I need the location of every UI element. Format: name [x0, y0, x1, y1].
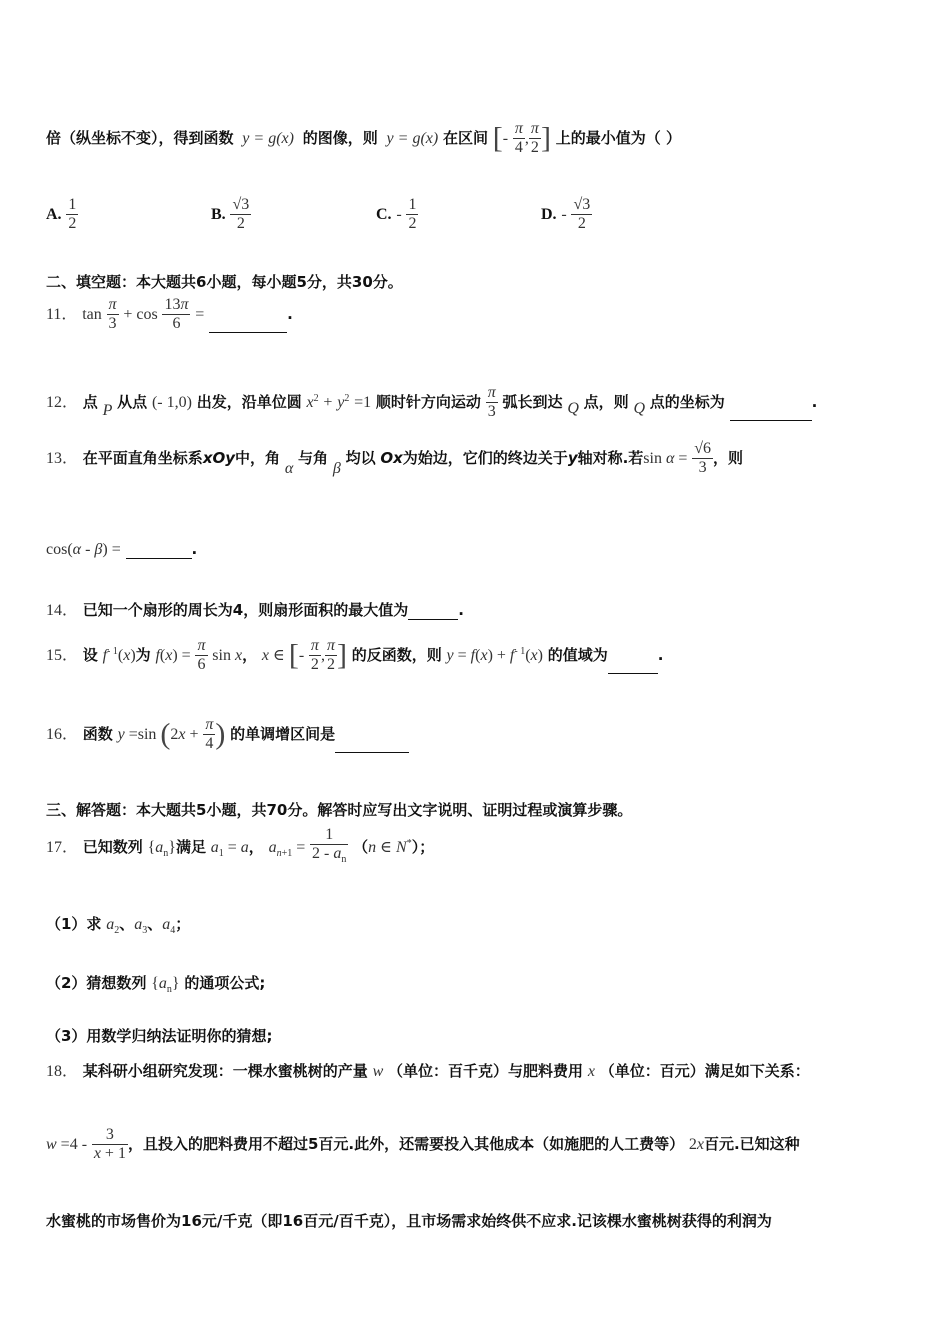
q17-part2: （2）猜想数列 $\{a_n\}$ 的通项公式; [46, 974, 266, 996]
q17-part3: （3）用数学归纳法证明你的猜想; [46, 1027, 273, 1045]
q18-cont: w =4 - $\frac{3}{x + 1}$ ，且投入的肥料费用不超过5百元.此外，还需要投入其他成本（如施肥的人工费等） 2x百元.已知这种 [46, 1126, 800, 1162]
q13: 13． 在平面直角坐标系xOy中，角 α 与角 β 均以 Ox为始边，它们的终边关于y轴对称.若sin α = $\frac{√6}{3}$ ，则 [46, 440, 743, 477]
option-a-value: $\frac{1}{2}$ [68, 196, 77, 232]
q15-answer-blank[interactable] [608, 657, 658, 674]
q13-answer-blank[interactable] [126, 542, 192, 559]
formula-y-gx-2: y = g(x) [382, 130, 439, 147]
option-b-value: $\frac{√3}{2}$ [232, 196, 250, 232]
q16: 16． 函数 y =sin (2x + $\frac{\pi}{4}$ ) 的单调增区间是 [46, 716, 409, 753]
q11: 11． tan $\frac{\pi}{3}$ + cos $\frac{13\pi}{6}$ = . [46, 296, 293, 332]
q10-text-3: 在区间 [443, 129, 489, 147]
frac-pi-2: $\frac{\pi}{2}$ [530, 120, 539, 156]
option-c[interactable]: C. - $\frac{1}{2}$ [376, 196, 417, 232]
q17: 17． 已知数列 $\{a_n\}$满足 $a_1 = a$， $a_{n+1}$ = $\frac{1}{2 - a_n}$ （n ∈ N*）； [46, 826, 435, 866]
frac-pi-4: $\frac{\pi}{4}$ [514, 120, 523, 156]
q17-part1: （1）求 $a_2$、$a_3$、$a_4$； [46, 915, 191, 936]
q18: 18． 某科研小组研究发现：一棵水蜜桃树的产量 w （单位：百千克）与肥料费用 x （单位：百元）满足如下关系： [46, 1062, 810, 1080]
q15: 15． 设 $f^{- 1}(x)$为 f(x) = $\frac{\pi}{6}$ sin x， x ∈ [- $\frac{\pi}{2}$ , $\frac{\pi}{2}$ ] 的反函数，则 $y = f(x) + f^{- 1}(x)$ 的值域为 . [46, 637, 664, 673]
formula-y-gx: y = g(x) [238, 130, 294, 147]
q10-text-1: 倍（纵坐标不变），得到函数 [46, 129, 234, 147]
q12: 12． 点 P 从点 (- 1,0) 出发，沿单位圆 $x^2 + y^2 =1$ 顺时针方向运动 $\frac{\pi}{3}$ 弧长到达 Q 点，则 Q 点的坐标为 . [46, 384, 818, 420]
q14-answer-blank[interactable] [408, 603, 458, 620]
q18-cont-2: 水蜜桃的市场售价为16元/千克（即16百元/百千克），且市场需求始终供不应求.记该棵水蜜桃树获得的利润为 [46, 1212, 772, 1230]
option-d-value: $\frac{√3}{2}$ [573, 196, 591, 232]
q10-tail-line: 倍（纵坐标不变），得到函数 y = g(x) 的图像，则 y = g(x) 在区间 [- $\frac{\pi}{4}$ , $\frac{\pi}{2}$ ] 上的最小值为（ ） [46, 120, 681, 156]
q13-cont: cos(α - β) = . [46, 540, 198, 558]
q14: 14． 已知一个扇形的周长为4，则扇形面积的最大值为 . [46, 601, 464, 619]
section-3-heading: 三、解答题：本大题共5小题，共70分。解答时应写出文字说明、证明过程或演算步骤。 [46, 801, 633, 819]
option-d[interactable]: D. - $\frac{√3}{2}$ [541, 196, 591, 232]
option-a[interactable]: A. $\frac{1}{2}$ [46, 196, 77, 232]
section-2-heading: 二、填空题：本大题共6小题，每小题5分，共30分。 [46, 273, 403, 291]
q11-answer-blank[interactable] [209, 316, 287, 333]
q10-text-2: 的图像，则 [302, 129, 378, 147]
q12-answer-blank[interactable] [730, 404, 812, 421]
q10-text-4: 上的最小值为（ ） [555, 129, 681, 147]
q16-answer-blank[interactable] [335, 736, 409, 753]
option-c-value: $\frac{1}{2}$ [408, 196, 417, 232]
option-b[interactable]: B. $\frac{√3}{2}$ [211, 196, 250, 232]
